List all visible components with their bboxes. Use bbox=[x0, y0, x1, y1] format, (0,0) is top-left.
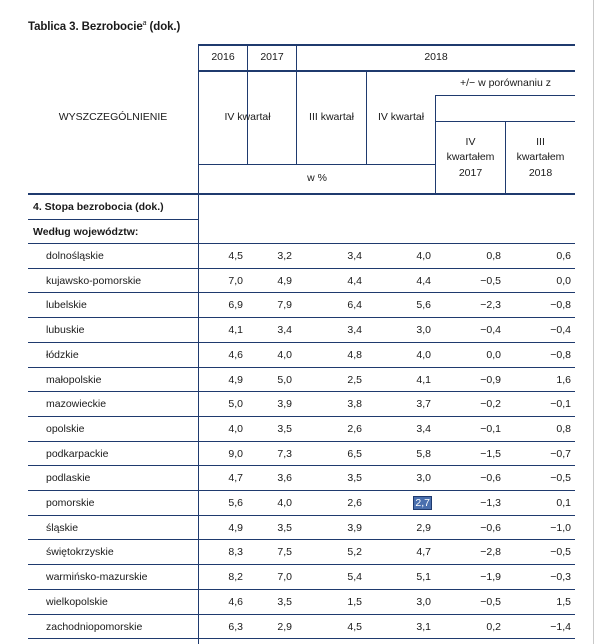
table-cell: 4,0 bbox=[416, 250, 431, 262]
header-comparison-rule bbox=[435, 95, 575, 96]
table-cell: 0,0 bbox=[486, 348, 501, 361]
table-cell: 3,5 bbox=[277, 422, 292, 435]
table-cell: 6,3 bbox=[228, 620, 243, 633]
table-cell: −1,4 bbox=[550, 620, 571, 633]
table-cell: 1,6 bbox=[556, 373, 571, 386]
table-cell: 3,5 bbox=[347, 472, 362, 485]
table-cell: −0,2 bbox=[480, 398, 501, 411]
table-cell: 4,6 bbox=[228, 595, 243, 608]
table-cell: 5,8 bbox=[416, 447, 431, 460]
header-stub: WYSZCZEGÓLNIENIE bbox=[58, 111, 168, 124]
header-q4-span: IV kwartał bbox=[224, 111, 271, 124]
header-cmp-q3-2018: III kwartałem 2018 bbox=[516, 136, 565, 179]
table-cell: −0,6 bbox=[480, 472, 501, 485]
table-cell: 9,0 bbox=[228, 447, 243, 460]
section-rule bbox=[28, 219, 198, 220]
table-cell: −0,1 bbox=[480, 422, 501, 435]
table-cell: −0,5 bbox=[480, 595, 501, 608]
header-year-2016: 2016 bbox=[211, 51, 235, 64]
row-rule bbox=[28, 614, 575, 615]
table-cell: 3,8 bbox=[347, 398, 362, 411]
table-cell: 4,5 bbox=[347, 620, 362, 633]
table-cell: 5,6 bbox=[228, 497, 243, 509]
table-cell: 2,9 bbox=[416, 521, 431, 534]
table-cell: −0,5 bbox=[550, 472, 571, 485]
table-cell: 4,4 bbox=[416, 274, 431, 287]
table-cell: 7,0 bbox=[277, 571, 292, 584]
header-year-2018: 2018 bbox=[424, 51, 448, 64]
row-label: podkarpackie bbox=[46, 447, 109, 460]
row-rule bbox=[28, 342, 575, 343]
row-rule bbox=[28, 564, 575, 565]
table-cell: 3,4 bbox=[416, 422, 431, 435]
table-cell: 5,1 bbox=[416, 571, 431, 584]
row-label: mazowieckie bbox=[46, 398, 107, 411]
table-cell: 8,3 bbox=[228, 546, 243, 559]
table-cell: 2,6 bbox=[347, 497, 362, 509]
row-rule bbox=[28, 441, 575, 442]
row-rule bbox=[28, 589, 575, 590]
table-cell: 4,1 bbox=[416, 373, 431, 386]
table-cell: 4,0 bbox=[416, 348, 431, 361]
table-cell: −0,8 bbox=[550, 348, 571, 361]
table-cell: 4,0 bbox=[277, 348, 292, 361]
row-rule bbox=[28, 367, 575, 368]
table-cell: 3,5 bbox=[277, 521, 292, 534]
table-cell: 3,6 bbox=[277, 472, 292, 485]
table-cell: 3,1 bbox=[416, 620, 431, 633]
table-cell: 3,4 bbox=[347, 324, 362, 337]
table-cell: 3,5 bbox=[277, 595, 292, 608]
header-unit: w % bbox=[307, 172, 327, 185]
table-cell: 1,5 bbox=[347, 595, 362, 608]
table-cell: −0,6 bbox=[480, 521, 501, 534]
header-cmp-q4-2017: IV kwartałem 2017 bbox=[446, 136, 495, 179]
table-cell: 3,4 bbox=[347, 250, 362, 262]
table-cell: 4,1 bbox=[228, 324, 243, 337]
table-cell: −0,5 bbox=[550, 546, 571, 559]
table-cell: 3,4 bbox=[277, 324, 292, 337]
row-label: pomorskie bbox=[46, 497, 95, 509]
table-cell: 4,4 bbox=[347, 274, 362, 287]
table-cell: −0,9 bbox=[480, 373, 501, 386]
table-cell: 3,9 bbox=[347, 521, 362, 534]
table-cell: 4,9 bbox=[277, 274, 292, 287]
row-rule bbox=[28, 268, 575, 269]
subsection-rule bbox=[28, 243, 575, 244]
row-label: kujawsko-pomorskie bbox=[46, 274, 142, 287]
table-cell: 5,0 bbox=[277, 373, 292, 386]
table-cell: 3,0 bbox=[416, 595, 431, 608]
table-cell: −0,3 bbox=[550, 571, 571, 584]
table-cell: 4,5 bbox=[228, 250, 243, 262]
table-cell: 2,6 bbox=[347, 422, 362, 435]
table-cell: −1,5 bbox=[480, 447, 501, 460]
table-cell: 1,5 bbox=[556, 595, 571, 608]
selected-cell[interactable]: 2,7 bbox=[415, 497, 430, 509]
table-cell: 3,7 bbox=[416, 398, 431, 411]
table-cell: 0,1 bbox=[556, 497, 571, 509]
table-cell: 5,4 bbox=[347, 571, 362, 584]
table-cell: 0,2 bbox=[486, 620, 501, 633]
subsection-heading: Według województw: bbox=[33, 226, 139, 238]
row-rule bbox=[28, 317, 575, 318]
table-cell: −0,4 bbox=[550, 324, 571, 337]
table-cell: 0,0 bbox=[556, 274, 571, 287]
section-heading: 4. Stopa bezrobocia (dok.) bbox=[33, 201, 164, 213]
window-edge bbox=[593, 0, 594, 644]
row-label: lubelskie bbox=[46, 299, 87, 312]
header-bottom-rule bbox=[28, 193, 575, 195]
table-cell: 4,6 bbox=[228, 348, 243, 361]
table-cell: 7,0 bbox=[228, 274, 243, 287]
table-cell: 2,9 bbox=[277, 620, 292, 633]
row-label: opolskie bbox=[46, 422, 85, 435]
table-cell: 3,9 bbox=[277, 398, 292, 411]
table-cell: −2,8 bbox=[480, 546, 501, 559]
row-label: podlaskie bbox=[46, 472, 91, 485]
table-cell: 0,6 bbox=[556, 250, 571, 262]
table-cell: −0,4 bbox=[480, 324, 501, 337]
row-label: warmińsko-mazurskie bbox=[46, 571, 148, 584]
row-rule bbox=[28, 515, 575, 516]
table-cell: 5,6 bbox=[416, 299, 431, 312]
table-cell: −1,0 bbox=[550, 521, 571, 534]
header-comparison: +/− w porównaniu z bbox=[459, 76, 552, 89]
table-cell: 4,7 bbox=[416, 546, 431, 559]
table-cell: 5,2 bbox=[347, 546, 362, 559]
table-title: Tablica 3. Bezrobocie$^a$ (dok.) bbox=[28, 20, 181, 33]
table-cell: −1,9 bbox=[480, 571, 501, 584]
table-cell: 3,0 bbox=[416, 324, 431, 337]
table-cell: 7,9 bbox=[277, 299, 292, 312]
row-label: łódzkie bbox=[46, 348, 79, 361]
row-label: lubuskie bbox=[46, 324, 85, 337]
row-rule bbox=[28, 292, 575, 293]
table-cell: 5,0 bbox=[228, 398, 243, 411]
table-cell: 7,3 bbox=[277, 447, 292, 460]
table-cell: −0,5 bbox=[480, 274, 501, 287]
table-cell: 0,8 bbox=[486, 250, 501, 262]
table-cell: 7,5 bbox=[277, 546, 292, 559]
row-label: zachodniopomorskie bbox=[46, 620, 143, 633]
row-label: świętokrzyskie bbox=[46, 546, 114, 559]
row-label: śląskie bbox=[46, 521, 79, 534]
row-rule bbox=[28, 416, 575, 417]
table-cell: 3,2 bbox=[277, 250, 292, 262]
table-cell: 4,7 bbox=[228, 472, 243, 485]
row-label: dolnośląskie bbox=[46, 250, 104, 262]
table-cell: 8,2 bbox=[228, 571, 243, 584]
table-cell: −0,8 bbox=[550, 299, 571, 312]
table-cell: 4,0 bbox=[228, 422, 243, 435]
table-cell: 4,8 bbox=[347, 348, 362, 361]
table-cell: −0,7 bbox=[550, 447, 571, 460]
table-cell: 2,5 bbox=[347, 373, 362, 386]
table-cell: 6,4 bbox=[347, 299, 362, 312]
row-rule bbox=[28, 465, 575, 466]
table-cell: 0,8 bbox=[556, 422, 571, 435]
row-rule bbox=[28, 490, 575, 491]
table-cell: 4,9 bbox=[228, 373, 243, 386]
row-label: wielkopolskie bbox=[46, 595, 108, 608]
table-cell: 3,0 bbox=[416, 472, 431, 485]
table-cell: −1,3 bbox=[480, 497, 501, 509]
table-cell: −0,1 bbox=[550, 398, 571, 411]
header-q4-2018: IV kwartał bbox=[377, 111, 425, 124]
row-rule bbox=[28, 391, 575, 392]
row-rule bbox=[28, 638, 575, 639]
table-cell: 4,9 bbox=[228, 521, 243, 534]
table-cell: 6,5 bbox=[347, 447, 362, 460]
table-cell: 6,9 bbox=[228, 299, 243, 312]
row-rule bbox=[28, 539, 575, 540]
header-year-2017: 2017 bbox=[260, 51, 284, 64]
table-cell: 4,0 bbox=[277, 497, 292, 509]
header-q3-2018: III kwartał bbox=[309, 111, 354, 124]
table-cell: −2,3 bbox=[480, 299, 501, 312]
row-label: małopolskie bbox=[46, 373, 102, 386]
